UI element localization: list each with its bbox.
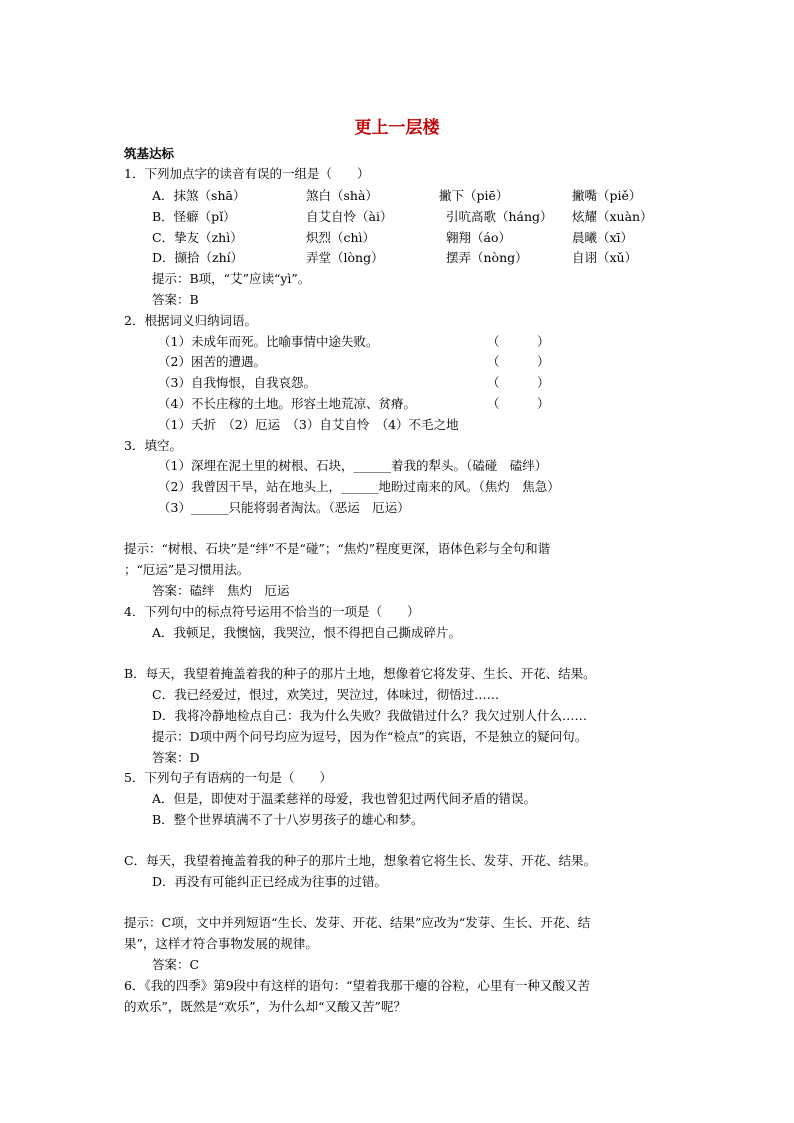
q3-hint: 提示：“树根、石块”是“绊”不是“碰”；“焦灼”程度更深，语体色彩与全句和谐	[124, 541, 551, 556]
q3-item-1: （1）深埋在泥土里的树根、石块，______着我的犁头。（磕碰 磕绊）	[158, 458, 548, 473]
q4-answer: 答案：D	[152, 750, 200, 765]
q2-answer: （1）夭折 （2）厄运 （3）自艾自怜 （4）不毛之地	[158, 417, 459, 432]
q6-stem: 6．《我的四季》第9段中有这样的语句：“望着我那干瘪的谷粒，心里有一种又酸又苦	[124, 978, 591, 993]
q1-b-item: 引吭高歌（háng）	[446, 209, 553, 224]
q2-item-3: （3）自我悔恨，自我哀怨。	[158, 375, 316, 390]
q5-hint: 提示：C项，文中并列短语“生长、发芽、开花、结果”应改为“发芽、生长、开花、结	[124, 915, 591, 930]
q2-item-2: （2）困苦的遭遇。	[158, 354, 266, 369]
q3-item-2: （2）我曾因干旱，站在地头上，______地盼过南来的风。（焦灼 焦急）	[158, 479, 560, 494]
q1-a-item: A．抹煞（shā）	[152, 188, 246, 203]
q1-answer: 答案：B	[152, 292, 199, 307]
q1-b-item: B．怪癖（pǐ）	[152, 209, 236, 224]
q4-stem: 4．下列句中的标点符号运用不恰当的一项是（ ）	[124, 604, 420, 619]
q2-blank: （ ）	[487, 334, 550, 349]
q1-d-item: 摆弄（nòng）	[446, 250, 528, 265]
q4-option-b: B．每天，我望着掩盖着我的种子的那片土地，想像着它将发芽、生长、开花、结果。	[124, 666, 596, 681]
q1-hint: 提示：B项，“艾”应读“yì”。	[152, 271, 311, 286]
q1-c-item: 翱翔（áo）	[446, 230, 511, 245]
section-heading: 筑基达标	[124, 146, 175, 161]
q1-a-item: 撇下（piē）	[439, 188, 509, 203]
q3-item-3: （3）______只能将弱者淘汰。（恶运 厄运）	[158, 500, 410, 515]
q3-hint-cont: ；“厄运”是习惯用法。	[124, 562, 250, 577]
q3-answer: 答案：磕绊 焦灼 厄运	[152, 583, 290, 598]
q5-hint-cont: 果”，这样才符合事物发展的规律。	[124, 936, 318, 951]
q5-option-a: A．但是，即使对于温柔慈祥的母爱，我也曾犯过两代间矛盾的错误。	[152, 791, 537, 806]
q4-option-a: A．我顿足，我懊恼，我哭泣，恨不得把自己撕成碎片。	[152, 625, 462, 640]
q2-item-4: （4）不长庄稼的土地。形容土地荒凉、贫瘠。	[158, 396, 416, 411]
q1-d-item: D．撷拾（zhí）	[152, 250, 244, 265]
q2-blank: （ ）	[487, 375, 550, 390]
q1-b-item: 自艾自怜（ài）	[306, 209, 393, 224]
q1-a-item: 撇嘴（piě）	[572, 188, 642, 203]
q1-c-item: 炽烈（chì）	[306, 230, 376, 245]
q1-stem: 1．下列加点字的读音有误的一组是（ ）	[124, 166, 370, 181]
q1-d-item: 自诩（xǔ）	[572, 250, 638, 265]
q4-option-d: D．我将冷静地检点自己：我为什么失败？我做错过什么？我欠过别人什么……	[152, 708, 588, 723]
q4-option-c: C．我已经爱过，恨过，欢笑过，哭泣过，体味过，彻悟过……	[152, 687, 500, 702]
q1-c-item: C．挚友（zhì）	[152, 230, 243, 245]
q1-a-item: 煞白（shà）	[306, 188, 378, 203]
q5-option-b: B．整个世界填满不了十八岁男孩子的雄心和梦。	[152, 812, 424, 827]
q2-stem: 2．根据词义归纳词语。	[124, 313, 257, 328]
q1-c-item: 晨曦（xī）	[572, 230, 634, 245]
q3-stem: 3．填空。	[124, 438, 182, 453]
q2-blank: （ ）	[487, 396, 550, 411]
q1-b-item: 炫耀（xuàn）	[572, 209, 653, 224]
q5-option-c: C．每天，我望着掩盖着我的种子的那片土地，想象着它将生长、发芽、开花、结果。	[124, 853, 597, 868]
q5-stem: 5．下列句子有语病的一句是（ ）	[124, 770, 332, 785]
q5-answer: 答案：C	[152, 957, 200, 972]
q5-option-d: D．再没有可能纠正已经成为往事的过错。	[152, 874, 388, 889]
q2-item-1: （1）未成年而死。比喻事情中途失败。	[158, 334, 379, 349]
q2-blank: （ ）	[487, 354, 550, 369]
q1-d-item: 弄堂（lòng）	[306, 250, 384, 265]
q6-stem-cont: 的欢乐”，既然是“欢乐”，为什么却“又酸又苦”呢？	[124, 999, 406, 1014]
page-title: 更上一层楼	[354, 118, 440, 138]
q4-hint: 提示：D项中两个问号均应为逗号，因为作“检点”的宾语，不是独立的疑问句。	[152, 729, 588, 744]
